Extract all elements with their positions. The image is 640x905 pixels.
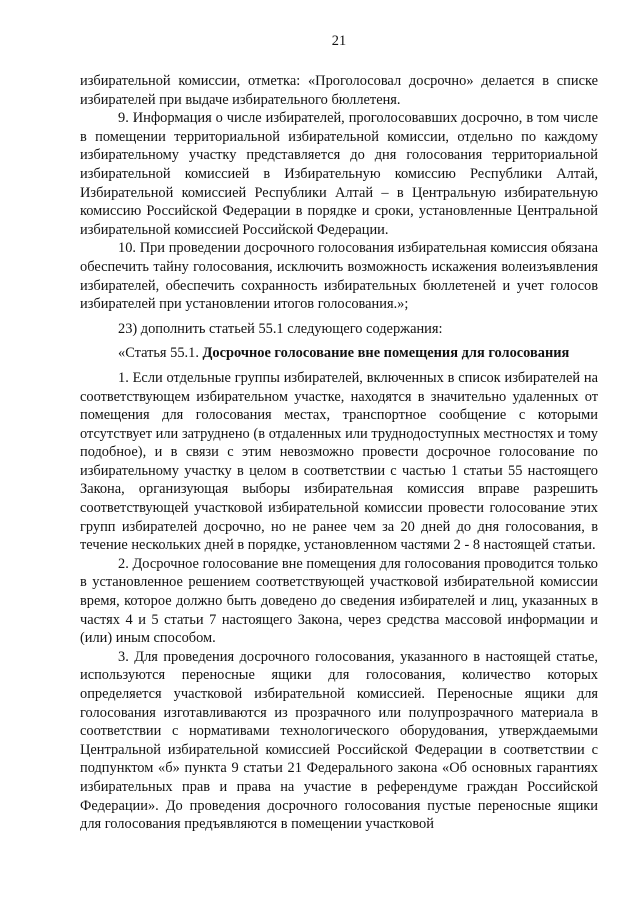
article-part-1: 1. Если отдельные группы избирателей, включенных в список избирателей на соответствующем избирательном участке, находятся в значительно удаленных от помещения для голосования местах, транспортное сообщение с которыми отсутствует или затруднено (в отдаленных или труднодоступных местностях и тому подобное), и в связи с этим невозможно провести досрочное голосование по избирательному участку в целом в соответствии с частью 1 статьи 55 настоящего Закона, организующая выборы избирательная комиссия вправе разрешить соответствующей участковой избирательной комиссии провести голосование этих групп избирателей досрочно, но не ранее чем за 20 дней до дня голосования, в течение нескольких дней в порядке, установленном частями 2 - 8 настоящей статьи. <box>80 369 598 554</box>
paragraph-continuation: избирательной комиссии, отметка: «Проголосовал досрочно» делается в списке избирателей при выдаче избирательного бюллетеня. <box>80 73 598 108</box>
paragraph-amendment-23: 23) дополнить статьей 55.1 следующего содержания: <box>118 320 443 337</box>
page-number: 21 <box>331 33 347 49</box>
paragraph-item-10: 10. При проведении досрочного голосования избирательная комиссия обязана обеспечить тайну голосования, исключить возможность искажения волеизъявления избирателей, обеспечить сохранность избирательных бюллетеней и учет голосов избирателей при установлении итогов голосования.»; <box>80 240 598 313</box>
article-title: Досрочное голосование вне помещения для голосования <box>202 345 570 362</box>
article-part-3: 3. Для проведения досрочного голосования, указанного в настоящей статье, используются переносные ящики для голосования, количество которых определяется участковой избирательной комиссией. Переносные ящики для голосования изготавливаются из прозрачного или полупрозрачного материала в соответствии с нормативами технологического оборудования, утверждаемыми Центральной избирательной комиссией Российской Федерации в соответствии с подпунктом «б» пункта 9 статьи 21 Федерального закона «Об основных гарантиях избирательных прав и права на участие в референдуме граждан Российской Федерации». До проведения досрочного голосования пустые переносные ящики для голосования предъявляются в помещении участковой <box>80 648 598 833</box>
paragraph-item-9: 9. Информация о числе избирателей, проголосовавших досрочно, в том числе в помещении территориальной избирательной комиссии, отдельно по каждому избирательному участку представляется до дня голосования территориальной избирательной комиссией в Избирательную комиссию Республики Алтай, Избирательной комиссией Республики Алтай – в Центральную избирательную комиссию Российской Федерации в порядке и сроки, установленные Центральной избирательной комиссией Российской Федерации. <box>80 110 598 238</box>
article-prefix: «Статья 55.1. <box>118 345 203 362</box>
article-part-2: 2. Досрочное голосование вне помещения для голосования проводится только в установленное решением соответствующей участковой избирательной комиссии время, которое должно быть доведено до сведения избирателей и лиц, указанных в частях 4 и 5 статьи 7 настоящего Закона, через средства массовой информации и (или) иным способом. <box>80 555 598 647</box>
article-heading <box>80 344 598 363</box>
